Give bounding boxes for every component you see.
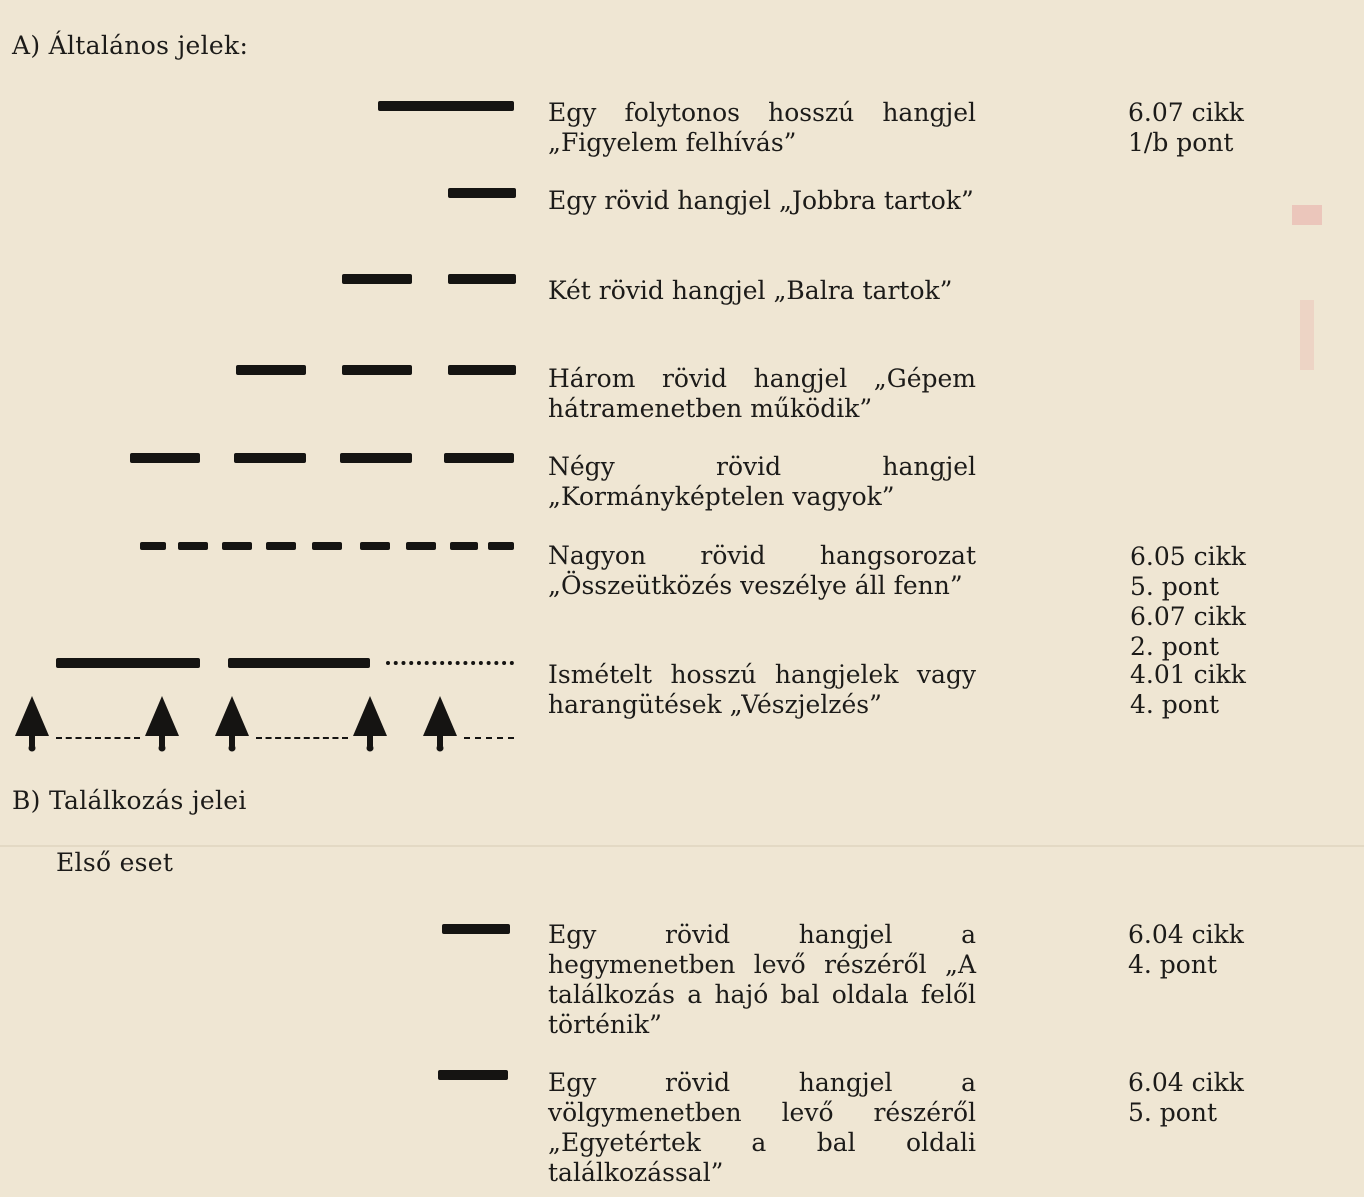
very-short-blast	[140, 542, 166, 550]
long-blast-bar	[378, 101, 514, 111]
short-blast-bar	[234, 453, 306, 463]
reference-line: 4. pont	[1130, 690, 1220, 719]
very-short-blast	[360, 542, 390, 550]
bell-icon	[212, 696, 252, 752]
very-short-blast	[178, 542, 208, 550]
signal-description: Három rövid hangjel „Gépem hátramenetben működik”	[548, 364, 976, 423]
signal-description: Egy rövid hangjel a völgymenetben levő részéről „Egyetértek a bal oldali találkozással”	[548, 1068, 976, 1187]
bell-icon	[420, 696, 460, 752]
reference-line: 6.07 cikk	[1130, 602, 1246, 631]
signal-description: Ismételt hosszú hangjelek vagy harangütések „Vészjelzés”	[548, 660, 976, 719]
bell-icon	[350, 696, 390, 752]
signal-reference	[1130, 660, 1246, 720]
bell-icon	[12, 696, 52, 752]
reference-line: 4. pont	[1128, 950, 1218, 979]
red-stain	[1300, 300, 1314, 370]
signal-description: Egy rövid hangjel a hegymenetben levő részéről „A találkozás a hajó bal oldala felől történik”	[548, 920, 976, 1039]
bell-icon	[142, 696, 182, 752]
reference-line: 6.04 cikk	[1128, 1068, 1244, 1097]
signal-reference	[1130, 542, 1246, 662]
short-blast-bar	[448, 365, 516, 375]
section-b-title: B) Találkozás jelei	[12, 786, 247, 815]
reference-line: 2. pont	[1130, 632, 1220, 661]
very-short-blast	[406, 542, 436, 550]
red-stain	[1292, 205, 1322, 225]
short-blast-bar	[130, 453, 200, 463]
short-blast-bar	[444, 453, 514, 463]
signal-reference	[1128, 98, 1244, 158]
reference-line: 5. pont	[1130, 572, 1220, 601]
short-blast-bar	[342, 274, 412, 284]
bell-interval-dashes	[256, 737, 348, 739]
very-short-blast	[222, 542, 252, 550]
continuation-dots	[386, 661, 514, 665]
long-blast-bar	[228, 658, 370, 668]
very-short-blast	[488, 542, 514, 550]
short-blast-bar	[340, 453, 412, 463]
very-short-blast	[450, 542, 478, 550]
short-blast-bar	[438, 1070, 508, 1080]
short-blast-bar	[236, 365, 306, 375]
long-blast-bar	[56, 658, 200, 668]
signal-description: Egy rövid hangjel „Jobbra tartok”	[548, 186, 974, 215]
signal-description: Egy folytonos hosszú hangjel „Figyelem felhívás”	[548, 98, 976, 157]
signal-reference	[1128, 920, 1244, 980]
signal-description: Két rövid hangjel „Balra tartok”	[548, 276, 953, 305]
reference-line: 6.07 cikk	[1128, 98, 1244, 127]
section-b-subtitle: Első eset	[56, 848, 174, 877]
short-blast-bar	[342, 365, 412, 375]
signal-description: Négy rövid hangjel „Kormányképtelen vagyok”	[548, 452, 976, 511]
signal-reference	[1128, 1068, 1244, 1128]
horizontal-fold-line	[0, 845, 1364, 847]
reference-line: 4.01 cikk	[1130, 660, 1246, 689]
reference-line: 1/b pont	[1128, 128, 1234, 157]
section-a-title: A) Általános jelek:	[12, 31, 249, 60]
reference-line: 6.04 cikk	[1128, 920, 1244, 949]
bell-interval-dashes	[464, 737, 514, 739]
signal-description: Nagyon rövid hangsorozat „Összeütközés veszélye áll fenn”	[548, 541, 976, 600]
short-blast-bar	[448, 274, 516, 284]
bell-interval-dashes	[56, 737, 140, 739]
reference-line: 5. pont	[1128, 1098, 1218, 1127]
short-blast-bar	[442, 924, 510, 934]
very-short-blast	[266, 542, 296, 550]
reference-line: 6.05 cikk	[1130, 542, 1246, 571]
short-blast-bar	[448, 188, 516, 198]
very-short-blast	[312, 542, 342, 550]
